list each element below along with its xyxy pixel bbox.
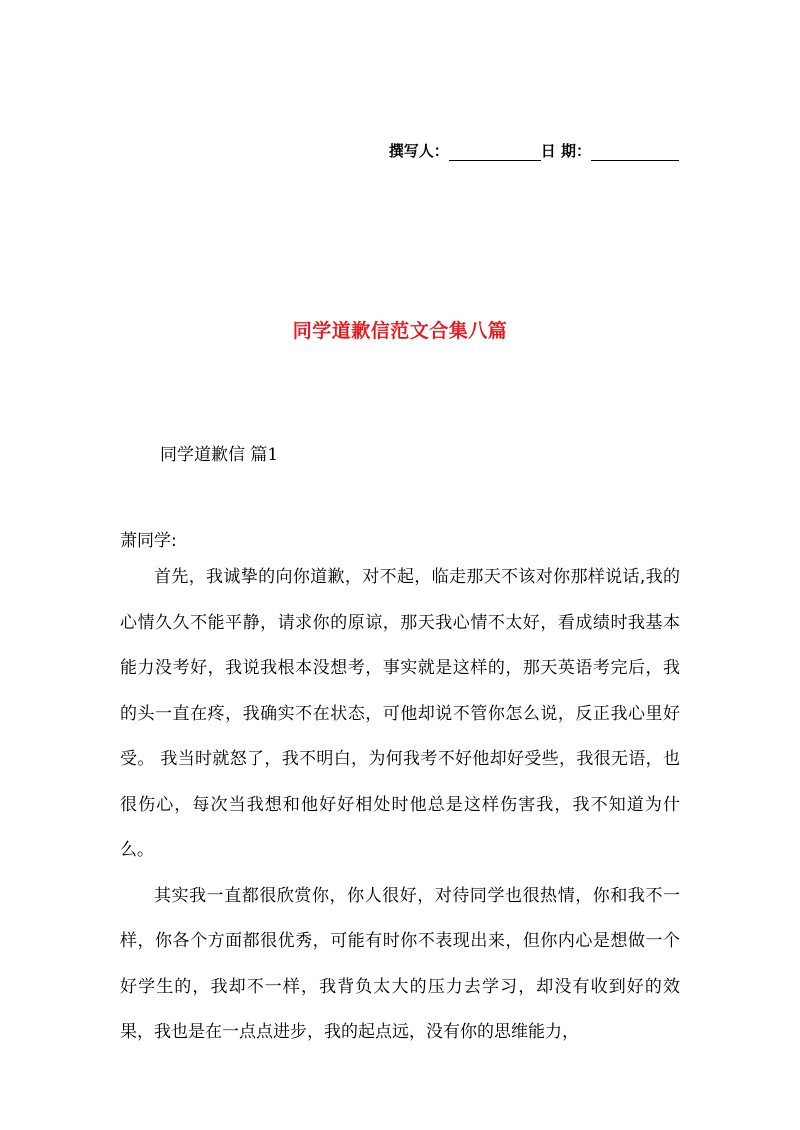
section-number: 1: [267, 445, 279, 465]
date-blank: [591, 146, 679, 161]
section-label: 同学道歉信 篇: [160, 445, 268, 465]
document-title: 同学道歉信范文合集八篇: [292, 320, 508, 342]
author-date-line: [389, 140, 679, 161]
paragraph: 其实我一直都很欣赏你，你人很好，对待同学也很热情，你和我不一样，你各个方面都很优秀，可能有时你不表现出来，但你内心是想做一个好学生的，我却不一样，我背负太大的压力去学习，却没有收到好的效果，我也是在一点点进步，我的起点远，没有你的思维能力，: [120, 885, 680, 1042]
author-blank: [449, 146, 541, 161]
section-heading: [160, 440, 278, 465]
paragraph: 首先，我诚挚的向你道歉，对不起，临走那天不该对你那样说话,我的心情久久不能平静，请求你的原谅，那天我心情不太好，看成绩时我基本能力没考好，我说我根本没想考，事实就是这样的，那天英语考完后，我的头一直在疼，我确实不在状态，可他却说不管你怎么说，反正我心里好受。 我当时就怒了，我不明白，为何我考不好他却好受些，我很无语，也很伤心，每次当我想和他好好相处时他总是这样伤害我，我不知道为什么。: [120, 567, 680, 860]
salutation: 萧同学:: [120, 531, 177, 551]
date-label: 日 期：: [540, 142, 591, 160]
author-label: 撰写人：: [388, 142, 449, 160]
letter-body: [120, 555, 680, 1056]
